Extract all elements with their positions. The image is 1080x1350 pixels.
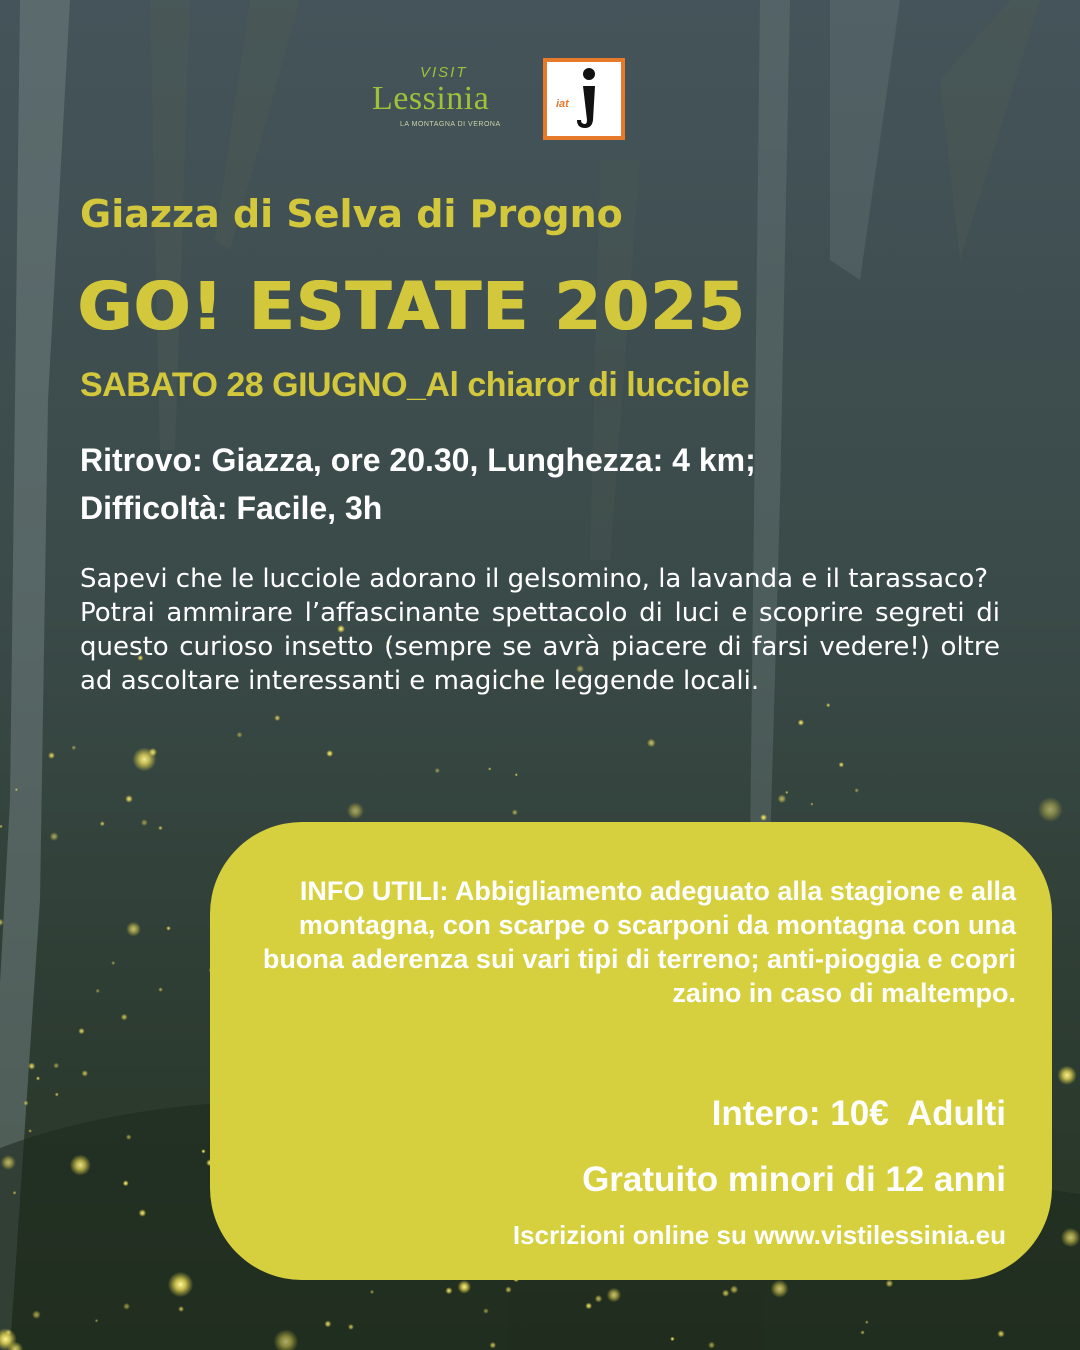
firefly-light: [435, 768, 440, 773]
firefly-light: [1038, 797, 1063, 822]
info-useful-text: [250, 874, 1016, 1010]
firefly-light: [1061, 1228, 1080, 1248]
firefly-light: [490, 1342, 497, 1349]
event-series-title: GO! ESTATE 2025: [78, 268, 747, 345]
firefly-light: [23, 1101, 28, 1106]
firefly-light: [158, 987, 163, 992]
firefly-light: [123, 1180, 129, 1186]
firefly-light: [826, 703, 830, 707]
firefly-light: [126, 1134, 132, 1140]
firefly-light: [95, 1319, 98, 1322]
info-label: INFO UTILI:: [299, 876, 449, 906]
price-adults: Intero: 10€ Adulti: [711, 1094, 1006, 1133]
logo-lessinia: Lessinia: [372, 80, 490, 117]
firefly-light: [55, 1093, 59, 1097]
firefly-light: [71, 745, 76, 750]
firefly-light: [607, 1288, 622, 1303]
event-description: [80, 562, 1000, 698]
firefly-light: [760, 814, 767, 821]
firefly-light: [886, 1280, 894, 1288]
firefly-light: [585, 1303, 592, 1310]
firefly-light: [141, 819, 148, 826]
firefly-light: [50, 832, 59, 841]
firefly-light: [78, 1028, 84, 1034]
firefly-light: [1057, 1066, 1076, 1085]
location-heading: Giazza di Selva di Progno: [80, 192, 623, 236]
firefly-light: [15, 788, 18, 791]
meeting-details: [80, 436, 966, 532]
firefly-light: [5, 1329, 11, 1335]
firefly-light: [125, 795, 133, 803]
firefly-light: [70, 1155, 91, 1176]
firefly-light: [670, 1337, 674, 1341]
firefly-light: [445, 1287, 452, 1294]
firefly-light: [785, 791, 788, 794]
firefly-light: [82, 1070, 89, 1077]
firefly-light: [48, 752, 55, 759]
firefly-light: [771, 1280, 789, 1298]
firefly-light: [505, 1286, 512, 1293]
firefly-light: [126, 922, 141, 937]
firefly-light: [36, 1076, 40, 1080]
firefly-light: [708, 1342, 715, 1349]
firefly-light: [347, 802, 364, 819]
firefly-light: [647, 739, 656, 748]
firefly-light: [123, 1303, 130, 1310]
meeting-line-2: Difficoltà: Facile, 3h: [80, 490, 383, 526]
firefly-light: [178, 1306, 184, 1312]
firefly-light: [348, 1324, 354, 1330]
info-i-icon: [547, 62, 621, 136]
signup-link[interactable]: Iscrizioni online su www.vistilessinia.eu: [512, 1220, 1006, 1250]
firefly-light: [158, 826, 163, 831]
firefly-light: [166, 926, 171, 931]
firefly-light: [860, 1330, 864, 1334]
firefly-light: [201, 1149, 205, 1153]
iat-info-logo: [543, 58, 625, 140]
firefly-light: [458, 1280, 472, 1294]
description-paragraph-2: Potrai ammirare l’affascinante spettacolo di luci e scoprire segreti di questo curioso insetto (sempre se avrà piacere di farsi vedere!) oltre ad ascoltare interessanti e magiche leggende locali.: [80, 598, 1000, 696]
price-free-minors: Gratuito minori di 12 anni: [582, 1160, 1006, 1199]
firefly-light: [53, 1063, 59, 1069]
firefly-light: [997, 1330, 1004, 1337]
firefly-light: [722, 1290, 729, 1297]
firefly-light: [139, 1209, 147, 1217]
firefly-light: [324, 1320, 331, 1327]
firefly-light: [810, 803, 813, 806]
firefly-light: [28, 1063, 35, 1070]
firefly-light: [111, 961, 115, 965]
firefly-light: [100, 821, 105, 826]
firefly-light: [515, 773, 518, 776]
info-body: Abbigliamento adeguato alla stagione e alla montagna, con scarpe o scarponi da montagna con una buona aderenza sui vari tipi di terreno; anti-pioggia e copri zaino in caso di maltempo.: [262, 876, 1016, 1008]
logo-tagline: LA MONTAGNA DI VERONA: [400, 121, 501, 128]
firefly-light: [839, 762, 844, 767]
firefly-light: [13, 1191, 17, 1195]
firefly-light: [798, 719, 804, 725]
firefly-light: [168, 1272, 193, 1297]
firefly-light: [32, 1310, 41, 1319]
firefly-light: [326, 750, 333, 757]
iat-label: iat: [556, 98, 569, 110]
firefly-light: [595, 1295, 603, 1303]
firefly-light: [96, 989, 100, 993]
firefly-light: [274, 715, 280, 721]
firefly-light: [865, 1320, 869, 1324]
firefly-light: [121, 1014, 128, 1021]
firefly-light: [132, 747, 156, 771]
firefly-light: [28, 1129, 32, 1133]
firefly-light: [778, 794, 787, 803]
firefly-light: [370, 1290, 374, 1294]
firefly-light: [730, 1285, 738, 1293]
event-date-title: SABATO 28 GIUGNO_Al chiaror di lucciole: [80, 366, 749, 404]
firefly-light: [488, 767, 491, 770]
firefly-light: [854, 788, 859, 793]
firefly-light: [237, 732, 243, 738]
description-paragraph-1: Sapevi che le lucciole adorano il gelsomino, la lavanda e il tarassaco?: [80, 564, 989, 594]
meeting-line-1: Ritrovo: Giazza, ore 20.30, Lunghezza: 4 km;: [80, 442, 756, 478]
firefly-light: [483, 1308, 489, 1314]
firefly-light: [512, 809, 518, 815]
logo-visit-text: VISIT: [420, 64, 468, 81]
firefly-light: [1, 1155, 16, 1170]
